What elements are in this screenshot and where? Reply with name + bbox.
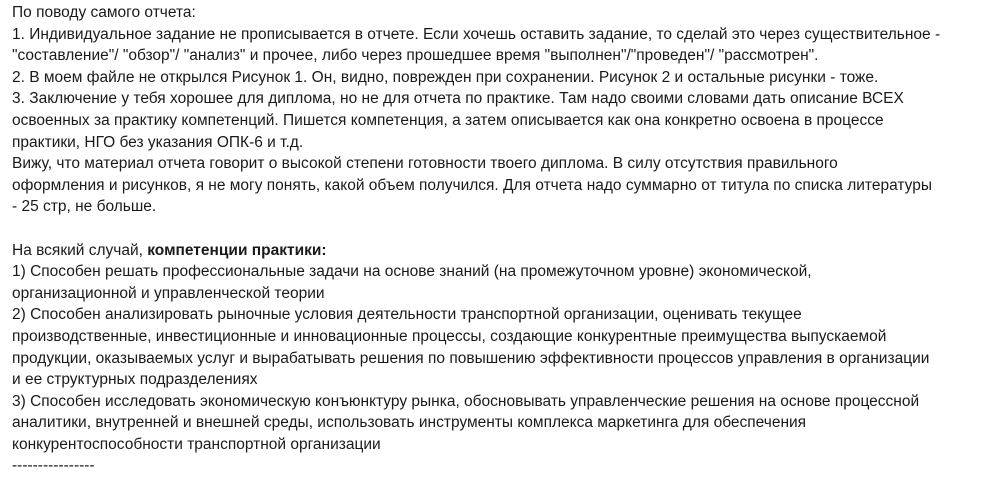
point3-line3: практики, НГО без указания ОПК-6 и т.д. [12,133,304,151]
competency1-line1: 1) Способен решать профессиональные задачи на основе знаний (на промежуточном уровне) экономической, [12,263,812,281]
competency3-line2: аналитики, внутренней и внешней среды, использовать инструменты комплекса маркетинга для обеспечения [12,414,807,432]
separator-line: ---------------- [12,457,95,475]
competency3-line3: конкурентоспособности транспортной организации [12,435,381,453]
point1-line2: "составление"/ "обзор"/ "анализ" и прочее, либо через прошедшее время "выполнен"/"проведен"/ "рассмотрен". [12,47,819,65]
point2-line: 2. В моем файле не открылся Рисунок 1. Он, видно, поврежден при сохранении. Рисунок 2 и остальные рисунки - тоже. [12,68,879,86]
competencies-lead-prefix: На всякий случай, [12,241,148,259]
point3-line1: 3. Заключение у тебя хорошее для диплома, но не для отчета по практике. Там надо своими словами дать описание ВСЕХ [12,90,904,108]
summary-line2: оформления и рисунков, я не могу понять, какой объем получился. Для отчета надо суммарно от титула по списка литературы [12,176,932,194]
point1-line1: 1. Индивидуальное задание не прописывается в отчете. Если хочешь оставить задание, то сделай это через существительное - [12,25,941,43]
competencies-lead [12,240,996,262]
competencies-heading: компетенции практики: [147,241,327,259]
competency2-line2: производственные, инвестиционные и инновационные процессы, создающие конкурентные преимущества выпускаемой [12,327,887,345]
competency2-line4: и ее структурных подразделениях [12,371,258,389]
competency2-line1: 2) Способен анализировать рыночные условия деятельности транспортной организации, оценивать текущее [12,306,802,324]
competency2-line3: продукции, оказываемых услуг и вырабатывать решения по повышению эффективности процессов управления в организации [12,349,930,367]
summary-line1: Вижу, что материал отчета говорит о высокой степени готовности твоего диплома. В силу отсутствия правильного [12,155,838,173]
competency3-line1: 3) Способен исследовать экономическую конъюнктуру рынка, обосновывать управленческие решения на основе процессной [12,392,920,410]
summary-line3: - 25 стр, не больше. [12,198,157,216]
report-intro: По поводу самого отчета: [12,4,196,21]
blank-line [12,218,996,240]
point3-line2: освоенных за практику компетенций. Пишется компетенция, а затем описывается как она конкретно освоена в процессе [12,111,884,129]
competency1-line2: организационной и управленческой теории [12,284,325,302]
